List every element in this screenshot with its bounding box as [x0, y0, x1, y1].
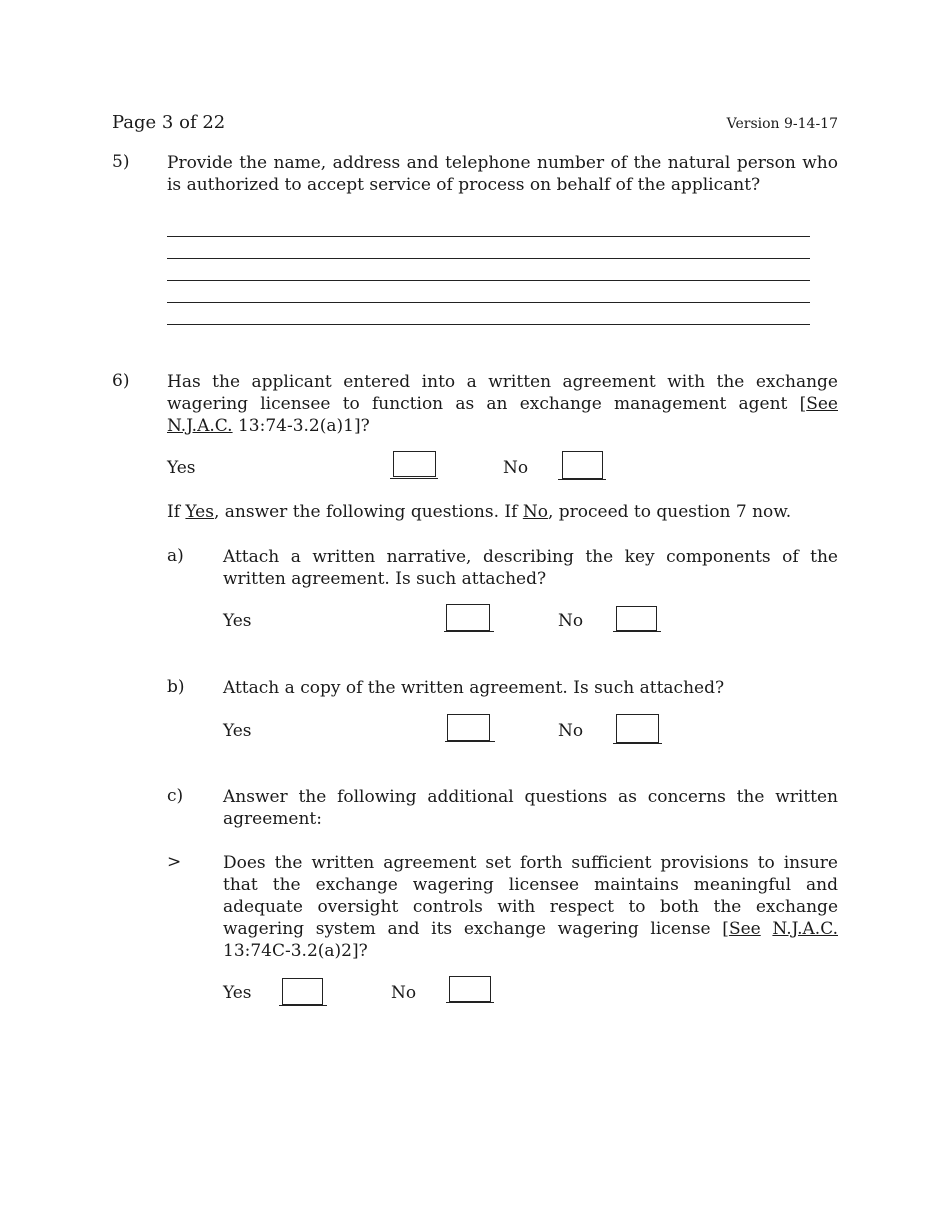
- instruction-part: , proceed to question 7 now.: [547, 502, 792, 522]
- qsub-yes-checkbox[interactable]: [282, 978, 323, 1005]
- q6-no-underline: [558, 479, 606, 480]
- qb-no-checkbox[interactable]: [616, 714, 659, 743]
- qb-yes-underline: [445, 741, 495, 742]
- question-6-citation: 13:74-3.2(a)1]?: [232, 416, 370, 436]
- qsub-no-underline: [446, 1002, 494, 1003]
- njac-reference: N.J.A.C.: [167, 416, 233, 436]
- sub-bullet-text: [223, 852, 838, 962]
- qb-yes-checkbox[interactable]: [447, 714, 490, 741]
- answer-line[interactable]: [167, 258, 810, 259]
- question-5-number: 5): [112, 152, 130, 172]
- question-5-text: Provide the name, address and telephone number of the natural person who is authorized to accept service of process on behalf of the applicant?: [167, 153, 838, 195]
- q6-yes-label: Yes: [167, 458, 196, 478]
- sub-a-text: Attach a written narrative, describing the key components of the written agreement. Is such attached?: [223, 547, 838, 589]
- answer-line[interactable]: [167, 302, 810, 303]
- q6-yes-checkbox[interactable]: [393, 451, 436, 477]
- qa-yes-checkbox[interactable]: [446, 604, 490, 631]
- njac-reference: N.J.A.C.: [772, 919, 838, 939]
- sub-c-label: c): [167, 786, 184, 806]
- see-reference: See: [806, 394, 838, 414]
- qb-yes-label: Yes: [223, 721, 252, 741]
- question-6-text: [167, 371, 838, 437]
- version-label: Version 9-14-17: [726, 116, 838, 132]
- qsub-no-checkbox[interactable]: [449, 976, 491, 1002]
- instruction-no: No: [522, 502, 548, 522]
- qa-yes-underline: [444, 631, 494, 632]
- question-6-number: 6): [112, 371, 130, 391]
- q6-no-checkbox[interactable]: [562, 451, 603, 479]
- instruction-yes: Yes: [185, 502, 214, 522]
- qa-yes-label: Yes: [223, 611, 252, 631]
- q6-instruction: [167, 502, 791, 522]
- sub-a-label: a): [167, 546, 184, 566]
- sub-b-label: b): [167, 677, 185, 697]
- sub-bullet-text-part: Does the written agreement set forth sufficient provisions to insure that the exchange wagering licensee maintains meaningful and adequate oversight controls with respect to both the exchange wagering system and its exchange wagering license [: [223, 853, 838, 939]
- qb-no-underline: [613, 743, 662, 744]
- page-number: Page 3 of 22: [112, 112, 226, 133]
- qsub-yes-label: Yes: [223, 983, 252, 1003]
- sub-c-text: Answer the following additional questions as concerns the written agreement:: [223, 787, 838, 829]
- see-reference: See: [728, 919, 761, 939]
- answer-line[interactable]: [167, 236, 810, 237]
- qsub-no-label: No: [391, 983, 417, 1003]
- qa-no-checkbox[interactable]: [616, 606, 657, 631]
- answer-line[interactable]: [167, 324, 810, 325]
- qa-no-underline: [613, 631, 661, 632]
- instruction-part: , answer the following questions. If: [213, 502, 523, 522]
- qb-no-label: No: [558, 721, 584, 741]
- sub-bullet-label: >: [167, 852, 182, 872]
- instruction-part: If: [167, 502, 186, 522]
- qa-no-label: No: [558, 611, 584, 631]
- q6-no-label: No: [503, 458, 529, 478]
- sub-b-text: Attach a copy of the written agreement. Is such attached?: [223, 678, 725, 698]
- q6-yes-underline: [390, 478, 438, 479]
- answer-line[interactable]: [167, 280, 810, 281]
- question-6-text-part: Has the applicant entered into a written agreement with the exchange wagering licensee to function as an exchange management agent [: [167, 372, 838, 414]
- qsub-yes-underline: [279, 1005, 327, 1006]
- sub-bullet-citation: 13:74C-3.2(a)2]?: [223, 941, 368, 961]
